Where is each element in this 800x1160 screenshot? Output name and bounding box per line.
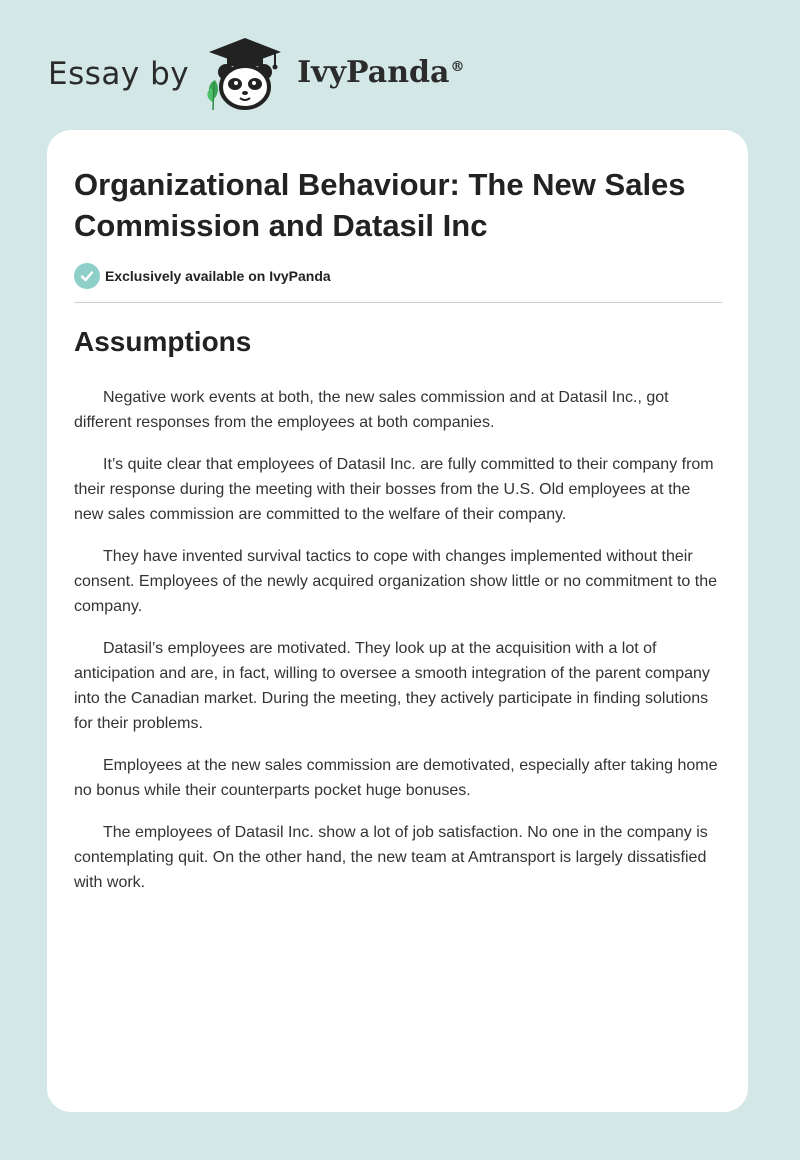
essay-by-label: Essay by	[48, 56, 190, 92]
paragraph: The employees of Datasil Inc. show a lot of job satisfaction. No one in the company is contemplating quit. On the other hand, the new team at Amtransport is largely dissatisfied with work.	[74, 824, 708, 891]
checkmark-icon	[74, 263, 100, 289]
essay-title: Organizational Behaviour: The New Sales Commission and Datasil Inc	[74, 167, 686, 243]
exclusive-badge	[74, 263, 331, 289]
site-header	[48, 34, 464, 114]
paragraph: Employees at the new sales commission are demotivated, especially after taking home no bonus while their counterparts pocket huge bonuses.	[74, 757, 718, 799]
brand-name: IvyPanda®	[297, 54, 465, 90]
paragraph: Datasil’s employees are motivated. They look up at the acquisition with a lot of anticipation and are, in fact, willing to oversee a smooth integration of the parent company into the Canadian market. During the meeting, they actively participate in finding solutions for their problems.	[74, 640, 710, 732]
panda-mascot-icon	[205, 36, 293, 112]
essay-body	[74, 385, 724, 912]
paragraph: Negative work events at both, the new sales commission and at Datasil Inc., got different responses from the employees at both companies.	[74, 389, 669, 431]
section-heading: Assumptions	[74, 326, 252, 357]
exclusive-badge-label: Exclusively available on IvyPanda	[105, 268, 331, 284]
divider	[74, 302, 722, 303]
paragraph: It’s quite clear that employees of Datasil Inc. are fully committed to their company from their response during the meeting with their bosses from the U.S. Old employees at the new sales commission are committed to the welfare of their company.	[74, 456, 714, 523]
ivypanda-logo[interactable]	[205, 36, 464, 112]
essay-card	[47, 130, 748, 1112]
paragraph: They have invented survival tactics to cope with changes implemented without their consent. Employees of the newly acquired organization show little or no commitment to the company.	[74, 548, 717, 615]
